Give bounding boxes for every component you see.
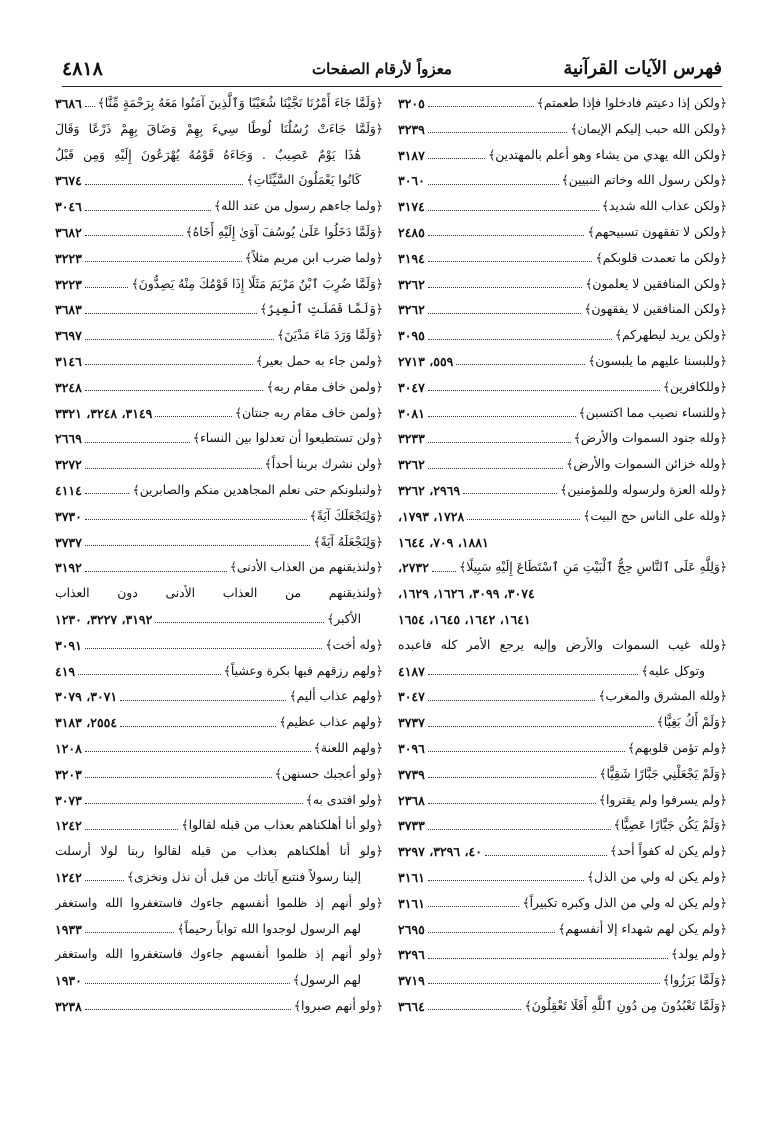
page-refs: ٣٦٦٤: [398, 998, 425, 1014]
index-entry: [55, 91, 383, 117]
leader-dots: [485, 855, 607, 856]
index-entry: [398, 297, 727, 323]
index-entry: [398, 478, 727, 504]
verse-text: ﴿ولنذيقنهم من العذاب الأدنى﴾: [229, 560, 383, 575]
page-refs: ٣٢٤٨: [55, 379, 82, 395]
page-refs: ٣٢٦٢: [398, 276, 425, 292]
verse-text: ﴿ولله المشرق والمغرب﴾: [598, 689, 727, 704]
page-refs: ٣٠٤٧: [398, 689, 425, 705]
page-refs: ٣٧٣٧: [55, 534, 82, 550]
index-entry: [55, 272, 383, 298]
verse-text: ﴿وَلَمْ أَكُ بَغِيًّا﴾: [656, 715, 727, 730]
index-title: فهرس الآيات القرآنية: [563, 58, 722, 79]
index-entry: [398, 917, 727, 943]
page-refs: ٣٠٤٧: [398, 379, 425, 395]
page-refs: ٢٦٩٥: [398, 921, 425, 937]
leader-dots: [78, 674, 221, 675]
leader-dots: [85, 571, 227, 572]
index-entry: [55, 349, 383, 375]
page-refs: ٣٠٧١، ٣٠٧٩: [55, 689, 118, 705]
page-refs: ٣٦٧٤: [55, 173, 82, 189]
verse-text: ﴿ولن نشرك بربنا أحداً﴾: [264, 457, 383, 472]
verse-text: ﴿وللبسنا عليهم ما يلبسون﴾: [588, 353, 727, 368]
index-entry: [55, 736, 383, 762]
page-refs: ٣٠٩٦: [398, 740, 425, 756]
index-entry: [398, 375, 727, 401]
index-entry-text: ﴿ولنذيقنهم من العذاب الأدنى دون العذاب: [55, 586, 383, 601]
verse-text: ﴿ولو أنا أهلكناهم بعذاب من قبله لقالوا﴾: [181, 818, 383, 833]
index-subtitle: معزواً لأرقام الصفحات: [312, 60, 452, 78]
index-entry: [398, 530, 727, 556]
leader-dots: [428, 184, 559, 185]
verse-text: ﴿وَلَمَّا دَخَلُوا عَلَىٰ يُوسُفَ آوَىٰ إِلَيْهِ أَخَاهُ﴾: [185, 224, 383, 239]
index-entry: [55, 401, 383, 427]
leader-dots: [85, 468, 262, 469]
index-entry: [398, 555, 727, 581]
page-refs: ٢٩٦٩، ٣٢٦٢: [398, 482, 461, 498]
index-entry: [55, 168, 383, 194]
verse-text: ﴿ولو أنهم صبروا﴾: [293, 998, 383, 1013]
verse-text: ﴿وَلَمَّا جَاءَ أَمْرُنَا نَجَّيْنَا شُعَيْبًا وَٱلَّذِينَ آمَنُوا مَعَهُ بِرَحْمَةٍ مِّنَّا﴾: [97, 96, 383, 110]
page-refs: ٣٢٢٣: [55, 250, 82, 266]
page-refs: ١٢٤٢: [55, 869, 82, 885]
page-refs: ١٢٠٨: [55, 740, 82, 756]
page-number: ٤٨١٨: [62, 58, 103, 80]
page-refs: ٣٧٣٧: [398, 715, 425, 731]
verse-text: ﴿وَلِلَّهِ عَلَى ٱلنَّاسِ حِجُّ ٱلْبَيْتِ مَنِ ٱسْتَطَاعَ إِلَيْهِ سَبِيلًا﴾: [459, 560, 727, 575]
index-entry-text: هَٰذَا يَوْمٌ عَصِيبٌ . وَجَاءَهُ قَوْمُهُ يُهْرَعُونَ إِلَيْهِ وَمِن قَبْلُ: [55, 147, 361, 162]
verse-text: ﴿ولو افتدى به﴾: [305, 792, 383, 807]
index-entry: [55, 530, 383, 556]
index-entry-text: ﴿ولو أنهم إذ ظلموا أنفسهم جاءوك فاستغفروا الله واستغفر: [55, 947, 383, 962]
page-refs: ١٩٣٠: [55, 973, 82, 989]
index-entry: [55, 762, 383, 788]
leader-dots: [85, 545, 310, 546]
index-entry: [398, 891, 727, 917]
verse-text: ﴿ولمن خاف مقام ربه﴾: [266, 379, 383, 394]
index-entry: [55, 426, 383, 452]
index-entry-text: ﴿ولله غيب السموات والأرض وإليه يرجع الأمر كله فاعبده: [398, 637, 727, 652]
index-entry: [398, 504, 727, 530]
leader-dots: [85, 261, 242, 262]
verse-text: ﴿ولهم عذاب عظيم﴾: [279, 715, 383, 730]
leader-dots: [428, 468, 563, 469]
leader-dots: [428, 880, 584, 881]
right-column: [398, 91, 727, 1020]
leader-dots: [428, 235, 585, 236]
index-entry: [55, 813, 383, 839]
leader-dots: [467, 519, 580, 520]
verse-text: ﴿ولم يكن لهم شهداء إلا أنفسهم﴾: [558, 921, 727, 936]
verse-text: وتوكل عليه﴾: [641, 663, 705, 678]
index-entry: [55, 246, 383, 272]
index-entry: [55, 194, 383, 220]
leader-dots: [85, 106, 95, 107]
index-entry: [398, 659, 727, 685]
leader-dots: [85, 519, 307, 520]
leader-dots: [85, 339, 274, 340]
verse-text: ﴿وللكافرين﴾: [662, 379, 727, 394]
page-refs: ٣٢٣٣: [398, 431, 425, 447]
leader-dots: [85, 235, 183, 236]
index-entry: [398, 813, 727, 839]
verse-text: ﴿وَلَمْ يَجْعَلْنِي جَبَّارًا شَقِيًّا﴾: [599, 766, 727, 781]
leader-dots: [428, 829, 611, 830]
index-entry: [398, 246, 727, 272]
verse-text: ﴿ولو أعجبك حسنهن﴾: [274, 766, 383, 781]
leader-dots: [85, 364, 253, 365]
verse-text: ﴿وللنساء نصيب مما اكتسبن﴾: [578, 405, 727, 420]
leader-dots: [428, 261, 593, 262]
verse-text: ﴿وَلَمَّا فَصَلَتِ ٱلْعِيرُ﴾: [259, 302, 383, 317]
index-entry: [55, 865, 383, 891]
index-entry: [398, 865, 727, 891]
verse-text: ﴿وَلَمْ يَكُن جَبَّارًا عَصِيًّا﴾: [613, 818, 727, 833]
leader-dots: [428, 339, 612, 340]
page-refs: ٣٢٦٢: [398, 457, 425, 473]
page-refs: ٣١٧٤: [398, 199, 425, 215]
leader-dots: [428, 442, 571, 443]
index-entry-text: ﴿ولو أنهم إذ ظلموا أنفسهم جاءوك فاستغفروا الله واستغفر: [55, 895, 383, 910]
index-entry: [398, 762, 727, 788]
index-entry: [398, 736, 727, 762]
leader-dots: [120, 700, 286, 701]
index-entry: [398, 994, 727, 1020]
page-refs: ٣٧٣٣: [398, 818, 425, 834]
verse-text: كَانُوا يَعْمَلُونَ السَّيِّئَاتِ﴾: [246, 173, 361, 188]
verse-text: ﴿ولم يسرفوا ولم يقتروا﴾: [598, 792, 727, 807]
index-entry: [398, 452, 727, 478]
page-refs: ٣٢٢٣: [55, 276, 82, 292]
index-entry: [398, 788, 727, 814]
index-entry: [55, 633, 383, 659]
leader-dots: [428, 158, 485, 159]
page-refs: ٣٦٨٦: [55, 96, 82, 111]
index-entry: [398, 942, 727, 968]
page-refs: ٣٢٣٩: [398, 121, 425, 137]
page-refs: ٣٢٦٢: [398, 302, 425, 318]
leader-dots: [85, 1009, 291, 1010]
page-refs: ١٨٨١، ٧٠٩، ١٦٤٤: [398, 534, 489, 550]
verse-text: لهم الرسول﴾: [292, 973, 361, 988]
page-refs: ٣٧٣٩: [398, 766, 425, 782]
verse-text: ﴿وَلِنَجْعَلَهُ آيَةً﴾: [313, 534, 383, 549]
verse-text: ﴿ولكن لا تفقهون تسبيحهم﴾: [587, 224, 727, 239]
page-refs: ٣٢٠٥: [398, 96, 425, 111]
page-refs: ٣١٩٢، ٣٢٢٧، ١٢٣٠: [55, 611, 153, 627]
page-refs: ٣٦٩٧: [55, 328, 82, 344]
page-refs: ٣٠٧٣: [55, 792, 82, 808]
index-entry: [55, 504, 383, 530]
page-refs: ٣٧١٩: [398, 973, 425, 989]
verse-text: ﴿ولله العزة ولرسوله وللمؤمنين﴾: [560, 482, 727, 497]
verse-text: ﴿ولهم اللعنة﴾: [313, 740, 383, 755]
page-refs: ٣٠٧٤، ٣٠٩٩، ١٦٢٦، ١٦٢٩،: [398, 586, 535, 602]
leader-dots: [85, 880, 124, 881]
verse-text: ﴿ولكن المنافقين لا يفقهون﴾: [584, 302, 727, 317]
leader-dots: [428, 313, 581, 314]
leader-dots: [428, 1009, 522, 1010]
verse-text: ﴿ولم يولد﴾: [670, 947, 727, 962]
leader-dots: [85, 803, 303, 804]
page-refs: ٣٢٩٦: [398, 947, 425, 963]
verse-text: ﴿ولن تستطيعوا أن تعدلوا بين النساء﴾: [192, 431, 383, 446]
index-entry: [55, 710, 383, 736]
page-refs: ٢٤٨٥: [398, 224, 425, 240]
leader-dots: [432, 571, 456, 572]
verse-text: ﴿ولكن عذاب الله شديد﴾: [601, 199, 727, 214]
leader-dots: [428, 726, 654, 727]
verse-text: ﴿وَلِنَجْعَلَكَ آيَةً﴾: [309, 508, 383, 523]
index-entry: [398, 194, 727, 220]
verse-text: إلينا رسولاً فنتبع آياتك من قبل أن نذل ونخزى﴾: [126, 869, 361, 884]
verse-text: ﴿ولهم عذاب أليم﴾: [289, 689, 383, 704]
leader-dots: [85, 210, 211, 211]
leader-dots: [428, 674, 638, 675]
index-entry: [55, 659, 383, 685]
index-entry: [398, 968, 727, 994]
index-entry: [55, 375, 383, 401]
index-entry: [398, 401, 727, 427]
index-entry: [55, 478, 383, 504]
page-refs: ٣٢٧٢: [55, 457, 82, 473]
index-entry: [398, 117, 727, 143]
page-refs: ٤١٨٧: [398, 663, 425, 679]
page-refs: ٢٥٥٤، ٣١٨٣: [55, 715, 118, 731]
leader-dots: [85, 313, 257, 314]
verse-text: ﴿ولله على الناس حج البيت﴾: [583, 508, 727, 523]
page-refs: ٣٢٣٨: [55, 998, 82, 1014]
verse-text: ﴿وَلَمَّا بَرَزُوا﴾: [662, 973, 727, 988]
page-refs: ٢٦٦٩: [55, 431, 82, 447]
verse-text: ﴿ولكن المنافقين لا يعلمون﴾: [585, 276, 727, 291]
page-refs: ٤٠، ٣٢٩٦، ٣٢٩٧: [398, 844, 482, 860]
index-entry: [55, 968, 383, 994]
index-entry: [398, 323, 727, 349]
leader-dots: [85, 390, 264, 391]
leader-dots: [456, 364, 585, 365]
index-entry: [398, 272, 727, 298]
index-entry-text: ﴿وَلَمَّا جَاءَتْ رُسُلُنَا لُوطًا سِيءَ بِهِمْ وَضَاقَ بِهِمْ ذَرْعًا وَقَالَ: [55, 121, 383, 136]
leader-dots: [85, 648, 322, 649]
page-refs: ٣٠٦٠: [398, 173, 425, 189]
index-entry: [55, 220, 383, 246]
index-entry: [398, 91, 727, 117]
leader-dots: [428, 390, 660, 391]
page-header: [62, 58, 722, 82]
leader-dots: [428, 132, 567, 133]
page-refs: ٤١١٤: [55, 482, 82, 498]
page-refs: ٣١٤٦: [55, 353, 82, 369]
index-entry: [55, 323, 383, 349]
leader-dots: [428, 906, 520, 907]
verse-text: ﴿ولما ضرب ابن مريم مثلاً﴾: [244, 250, 383, 265]
index-entry: [55, 452, 383, 478]
index-entry: [398, 220, 727, 246]
verse-text: ﴿ولكن الله حبب إليكم الإيمان﴾: [570, 121, 727, 136]
page-refs: ٣١٤٩، ٣٢٤٨، ٣٣٢١: [55, 405, 153, 421]
verse-text: ﴿ولكن الله يهدي من يشاء وهو أعلم بالمهتدين﴾: [488, 147, 727, 162]
header-rule: [62, 86, 722, 87]
leader-dots: [155, 622, 324, 623]
verse-text: ﴿ولمن جاء به حمل بعير﴾: [255, 353, 383, 368]
verse-text: ﴿ولكن ما تعمدت قلوبكم﴾: [595, 250, 727, 265]
leader-dots: [85, 184, 244, 185]
page-refs: ٥٥٩، ٢٧١٣: [398, 353, 454, 369]
page-refs: ٣١٦١: [398, 869, 425, 885]
index-entry: [55, 684, 383, 710]
left-column: [55, 91, 383, 1020]
leader-dots: [463, 493, 557, 494]
verse-text: ﴿وَلَمَّا وَرَدَ مَاءَ مَدْيَنَ﴾: [277, 328, 383, 343]
leader-dots: [428, 803, 596, 804]
index-entry: [398, 349, 727, 375]
verse-text: ﴿ولكن إذا دعيتم فادخلوا فإذا طعمتم﴾: [536, 96, 727, 110]
leader-dots: [85, 493, 130, 494]
leader-dots: [428, 983, 660, 984]
leader-dots: [428, 751, 625, 752]
leader-dots: [85, 777, 272, 778]
index-entry: [55, 917, 383, 943]
index-entry: [398, 143, 727, 169]
verse-text: لهم الرسول لوجدوا الله تواباً رحيماً﴾: [177, 921, 361, 936]
leader-dots: [428, 106, 534, 107]
index-entry: [398, 607, 727, 633]
verse-text: ﴿ولم يكن له ولي من الذل﴾: [586, 869, 727, 884]
index-entry: [55, 607, 383, 633]
leader-dots: [85, 829, 179, 830]
verse-text: ﴿ولكن يريد ليطهركم﴾: [614, 328, 727, 343]
verse-text: ﴿وَلَمَّا ضُرِبَ ٱبْنُ مَرْيَمَ مَثَلًا إِذَا قَوْمُكَ مِنْهُ يَصِدُّونَ﴾: [131, 276, 383, 291]
leader-dots: [428, 777, 596, 778]
leader-dots: [428, 287, 582, 288]
page-refs: ١٢٤٢: [55, 818, 82, 834]
index-entry: [398, 168, 727, 194]
page-refs: ٣٠٩١: [55, 637, 82, 653]
verse-text: ﴿وَلَمَّا تَعْبُدُونَ مِن دُونِ ٱللَّهِ أَفَلَا تَعْقِلُونَ﴾: [524, 998, 727, 1013]
leader-dots: [85, 751, 311, 752]
leader-dots: [428, 416, 576, 417]
page-refs: ٣١٨٧: [398, 147, 425, 163]
leader-dots: [85, 932, 174, 933]
page-refs: ٣١٦١: [398, 895, 425, 911]
index-entry: [398, 581, 727, 607]
page-refs: ٣١٩٤: [398, 250, 425, 266]
index-entry-text: ﴿ولو أنا أهلكناهم بعذاب من قبله لقالوا ربنا لولا أرسلت: [55, 844, 383, 859]
verse-text: الأكبر﴾: [327, 611, 361, 626]
index-entry: [55, 994, 383, 1020]
verse-text: ﴿ولنبلونكم حتى نعلم المجاهدين منكم والصابرين﴾: [132, 482, 383, 497]
verse-text: ﴿ولم يكن له كفواً أحد﴾: [609, 844, 727, 859]
page-refs: ٣٦٨٢: [55, 224, 82, 240]
verse-text: ﴿ولكن رسول الله وخاتم النبيين﴾: [561, 173, 727, 188]
index-entry: [55, 555, 383, 581]
page-refs: ١٧٢٨، ١٧٩٣،: [398, 508, 465, 524]
leader-dots: [428, 932, 555, 933]
page-refs: ٢٧٣٢،: [398, 560, 429, 576]
verse-text: ﴿ولله خزائن السموات والأرض﴾: [566, 457, 727, 472]
page-refs: ١٩٣٣: [55, 921, 82, 937]
verse-text: ﴿ولم تؤمن قلوبهم﴾: [627, 740, 727, 755]
leader-dots: [120, 726, 276, 727]
verse-text: ﴿ولمن خاف مقام ربه جنتان﴾: [234, 405, 383, 420]
page-refs: ٣٢٠٣: [55, 766, 82, 782]
page-refs: ٣٧٣٠: [55, 508, 82, 524]
verse-text: ﴿وله أخت﴾: [325, 637, 383, 652]
index-entry: [55, 788, 383, 814]
page-refs: ٢٣٦٨: [398, 792, 425, 808]
verse-text: ﴿ولهم رزقهم فيها بكرة وعشياً﴾: [223, 663, 383, 678]
page-refs: ٣٠٨١: [398, 405, 425, 421]
leader-dots: [428, 210, 599, 211]
index-entry: [398, 839, 727, 865]
page-refs: ٣١٩٢: [55, 560, 82, 576]
verse-text: ﴿ولله جنود السموات والأرض﴾: [573, 431, 727, 446]
verse-text: ﴿ولما جاءهم رسول من عند الله﴾: [213, 199, 383, 214]
page-refs: ١٦٤١، ١٦٤٢، ١٦٤٥، ١٦٥٤: [398, 611, 531, 627]
verse-text: ﴿ولم يكن له ولي من الذل وكبره تكبيراً﴾: [522, 895, 727, 910]
leader-dots: [428, 700, 595, 701]
leader-dots: [428, 958, 668, 959]
page-refs: ٣٠٤٦: [55, 199, 82, 215]
page-refs: ٤١٩: [55, 663, 76, 679]
leader-dots: [85, 442, 190, 443]
leader-dots: [155, 416, 231, 417]
leader-dots: [85, 287, 129, 288]
page-refs: ٣٦٨٣: [55, 302, 82, 318]
index-entry: [398, 684, 727, 710]
index-entry: [398, 710, 727, 736]
page-refs: ٣٠٩٥: [398, 328, 425, 344]
leader-dots: [85, 983, 290, 984]
index-entry: [55, 297, 383, 323]
index-entry: [398, 426, 727, 452]
